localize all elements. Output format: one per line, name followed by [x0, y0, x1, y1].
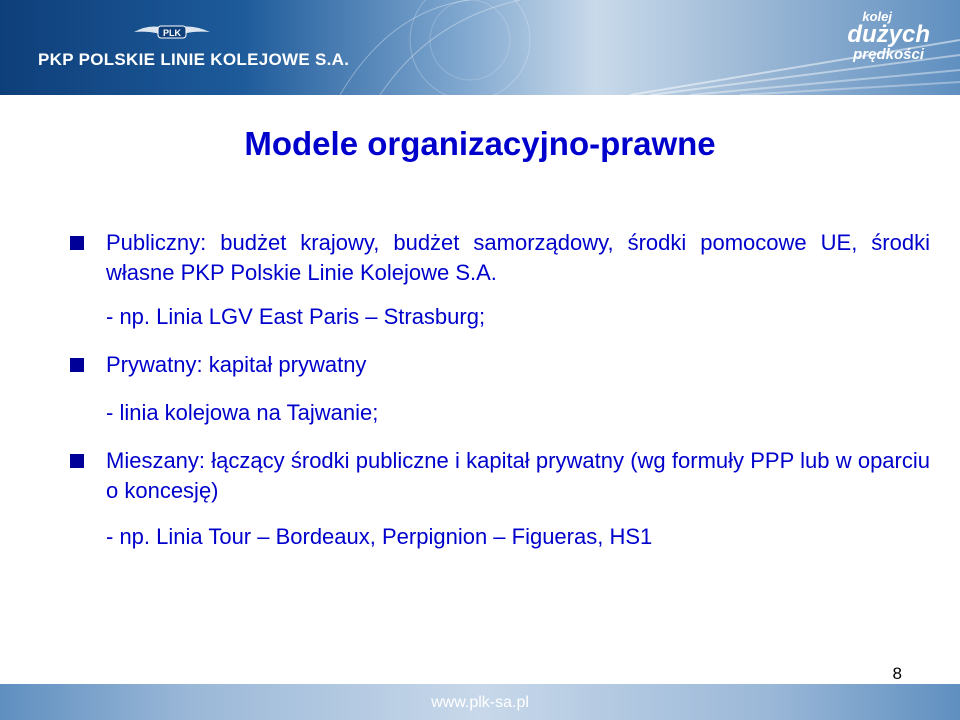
slide-footer [0, 684, 960, 720]
plk-logo-text: PLK [163, 28, 181, 38]
bullet-mixed [70, 446, 930, 506]
sub-item: - np. Linia LGV East Paris – Strasburg; [106, 304, 486, 329]
slide-header [0, 0, 960, 95]
bullet-private [70, 350, 930, 380]
logo-line-1: kolej [862, 9, 892, 24]
logo-line-2: dużych [847, 21, 930, 48]
sub-item: - linia kolejowa na Tajwanie; [106, 400, 379, 425]
bullet-text: Prywatny: kapitał prywatny [106, 352, 367, 377]
bullet-list [70, 228, 930, 552]
logo-line-3: prędkości [853, 46, 924, 63]
bullet-square-icon [70, 236, 84, 250]
page-number: 8 [892, 664, 902, 683]
sub-item: - np. Linia Tour – Bordeaux, Perpignion – Figueras, HS1 [106, 524, 653, 549]
bullet-text: Publiczny: budżet krajowy, budżet samorządowy, środki pomocowe UE, środki własne PKP Polskie Linie Kolejowe S.A. [106, 230, 930, 285]
bullet-text: Mieszany: łączący środki publiczne i kapitał prywatny (wg formuły PPP lub w oparciu o koncesję) [106, 448, 930, 503]
company-name: PKP POLSKIE LINIE KOLEJOWE S.A. [38, 50, 350, 69]
bullet-public [70, 228, 930, 288]
slide-title: Modele organizacyjno-prawne [244, 125, 716, 162]
plk-logo [132, 18, 212, 48]
high-speed-rail-logo [847, 10, 930, 62]
bullet-square-icon [70, 358, 84, 372]
bullet-square-icon [70, 454, 84, 468]
footer-url: www.plk-sa.pl [431, 694, 529, 711]
